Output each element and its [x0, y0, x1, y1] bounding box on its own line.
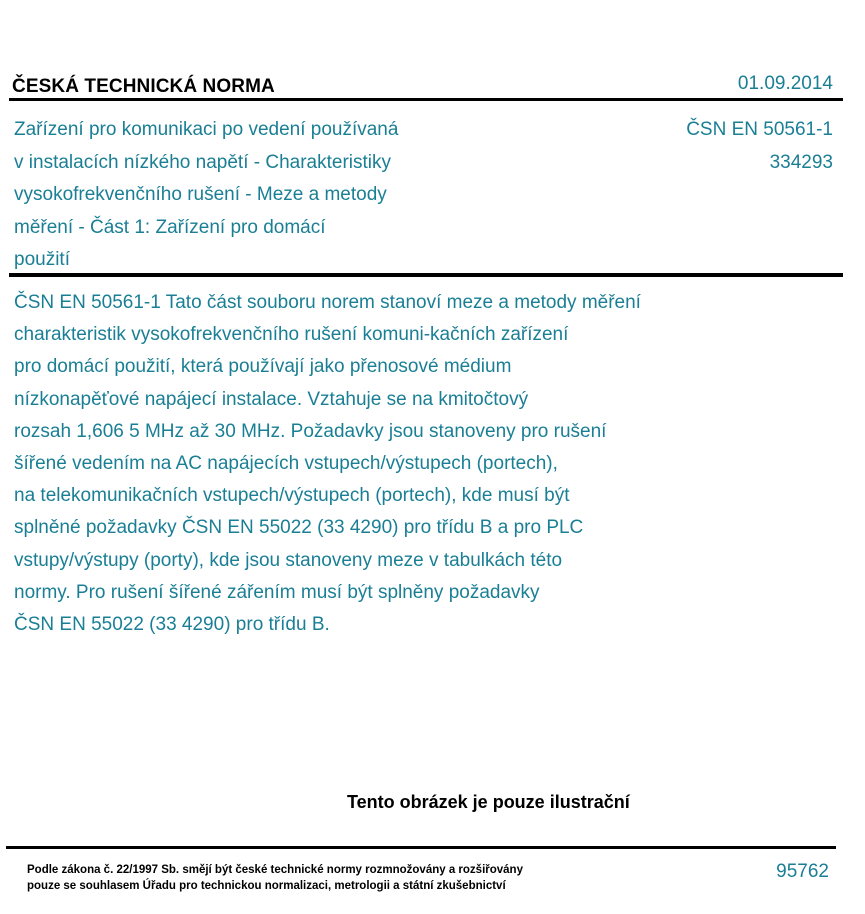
footer-legal-line: pouze se souhlasem Úřadu pro technickou normalizaci, metrologii a státní zkušebnictví — [27, 880, 506, 892]
footer-divider — [6, 846, 836, 849]
standard-title — [14, 114, 474, 277]
footer-legal-line: Podle zákona č. 22/1997 Sb. smějí být české technické normy rozmnožovány a rozšiřovány — [27, 864, 523, 876]
standard-title-line: v instalacích nízkého napětí - Charakteristiky — [14, 151, 392, 173]
header-divider — [9, 98, 843, 101]
abstract-line: vstupy/výstupy (porty), kde jsou stanoveny meze v tabulkách této — [14, 549, 563, 571]
abstract-text — [14, 287, 744, 641]
abstract-line: normy. Pro rušení šířené zářením musí být splněny požadavky — [14, 581, 540, 603]
abstract-line: ČSN EN 55022 (33 4290) pro třídu B. — [14, 614, 330, 636]
abstract-line: šířené vedením na AC napájecích vstupech/výstupech (portech), — [14, 453, 558, 475]
illustration-note: Tento obrázek je pouze ilustrační — [347, 792, 630, 812]
standard-number: ČSN EN 50561-1 — [686, 119, 833, 140]
title-divider — [9, 273, 843, 277]
standard-title-line: Zařízení pro komunikaci po vedení používaná — [14, 119, 399, 140]
abstract-line: charakteristik vysokofrekvenčního rušení komuni-kačních zařízení — [14, 324, 569, 346]
abstract-line: splněné požadavky ČSN EN 55022 (33 4290) pro třídu B a pro PLC — [14, 517, 584, 539]
publication-date: 01.09.2014 — [737, 73, 833, 94]
abstract-line: rozsah 1,606 5 MHz až 30 MHz. Požadavky jsou stanoveny pro rušení — [14, 420, 607, 442]
header-title: ČESKÁ TECHNICKÁ NORMA — [12, 76, 275, 97]
footer-legal-notice — [27, 862, 523, 894]
classification-code: 334293 — [769, 151, 833, 173]
standard-title-line: vysokofrekvenčního rušení - Meze a metody — [14, 184, 387, 205]
abstract-line: ČSN EN 50561-1 Tato část souboru norem stanoví meze a metody měření — [14, 292, 641, 313]
abstract-line: pro domácí použití, která používají jako přenosové médium — [14, 356, 512, 378]
standard-identifiers — [686, 114, 833, 179]
catalog-code: 95762 — [776, 861, 829, 882]
abstract-line: na telekomunikačních vstupech/výstupech (portech), kde musí být — [14, 485, 570, 507]
standard-title-line: použití — [14, 249, 70, 270]
standard-title-line: měření - Část 1: Zařízení pro domácí — [14, 216, 326, 238]
abstract-line: nízkonapěťové napájecí instalace. Vztahuje se na kmitočtový — [14, 388, 529, 410]
